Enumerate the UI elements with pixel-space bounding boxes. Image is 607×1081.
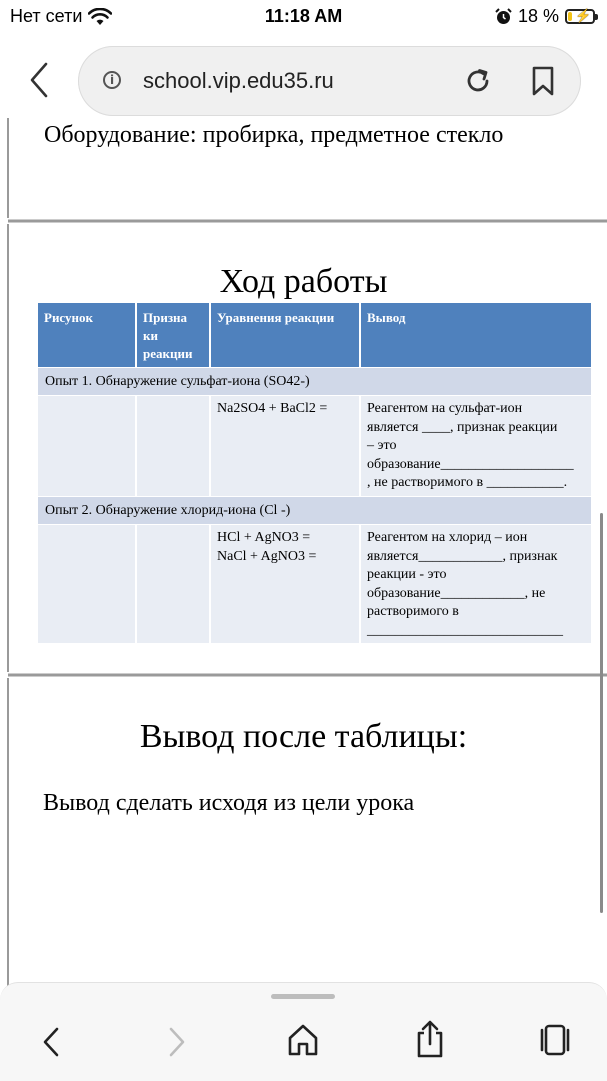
document-viewport[interactable] [0, 118, 607, 988]
toolbar-handle[interactable] [271, 994, 335, 999]
battery-icon: ⚡ [565, 9, 595, 24]
equation-cell: Na2SO4 + BaCl2 = [217, 401, 328, 416]
scrollbar[interactable] [600, 513, 603, 913]
conclusion-cell: Реагентом на сульфат-ион является ____, признак реакции – это образование___________________ , не растворимого в ___________. [367, 401, 574, 490]
reload-icon [463, 66, 493, 96]
network-status: Нет сети [10, 6, 83, 26]
chevron-right-icon [166, 1025, 188, 1059]
table-section-row: Опыт 2. Обнаружение хлорид-иона (Cl -) [38, 497, 591, 524]
alarm-icon [495, 8, 512, 25]
url-text[interactable]: school.vip.edu35.ru [143, 68, 334, 93]
info-icon[interactable]: i [103, 71, 121, 89]
conclusion-text: Вывод сделать исходя из цели урока [43, 790, 415, 816]
chevron-left-icon [26, 60, 54, 100]
tabs-button[interactable] [538, 1023, 572, 1062]
home-button[interactable] [287, 1023, 319, 1062]
column-header: Уравнения реакции [217, 310, 335, 325]
address-bar[interactable] [78, 46, 581, 116]
share-icon [415, 1019, 445, 1059]
column-header: Рисунок [44, 310, 94, 325]
chevron-left-icon [40, 1025, 62, 1059]
conclusion-heading: Вывод после таблицы: [139, 718, 468, 755]
table-row [38, 396, 591, 496]
equipment-text: Оборудование: пробирка, предметное стекло [44, 122, 504, 148]
reload-button[interactable] [463, 66, 493, 96]
bottom-toolbar [0, 982, 607, 1081]
section-heading: Ход работы [219, 263, 388, 300]
tabs-icon [538, 1023, 572, 1057]
equation-cell: HCl + AgNO3 = NaCl + AgNO3 = [217, 530, 317, 564]
forward-nav-button[interactable] [166, 1025, 188, 1064]
table-row [38, 525, 591, 643]
back-nav-button[interactable] [40, 1025, 62, 1064]
column-header: Призна ки реакции [143, 310, 193, 361]
conclusion-cell: Реагентом на хлорид – ион является____________, признак реакции - это образование____________, не растворимого в ____________________________ [367, 530, 563, 638]
column-header: Вывод [367, 310, 406, 325]
status-bar [0, 0, 607, 34]
battery-percent: 18 % [517, 6, 559, 26]
clock: 11:18 AM [264, 6, 343, 26]
bookmark-icon [530, 65, 556, 97]
bookmark-button[interactable] [530, 65, 556, 97]
table-header [38, 303, 591, 367]
share-button[interactable] [415, 1019, 445, 1064]
table-section-row: Опыт 1. Обнаружение сульфат-иона (SO42-) [38, 368, 591, 395]
home-icon [287, 1023, 319, 1057]
back-button[interactable] [26, 60, 54, 100]
